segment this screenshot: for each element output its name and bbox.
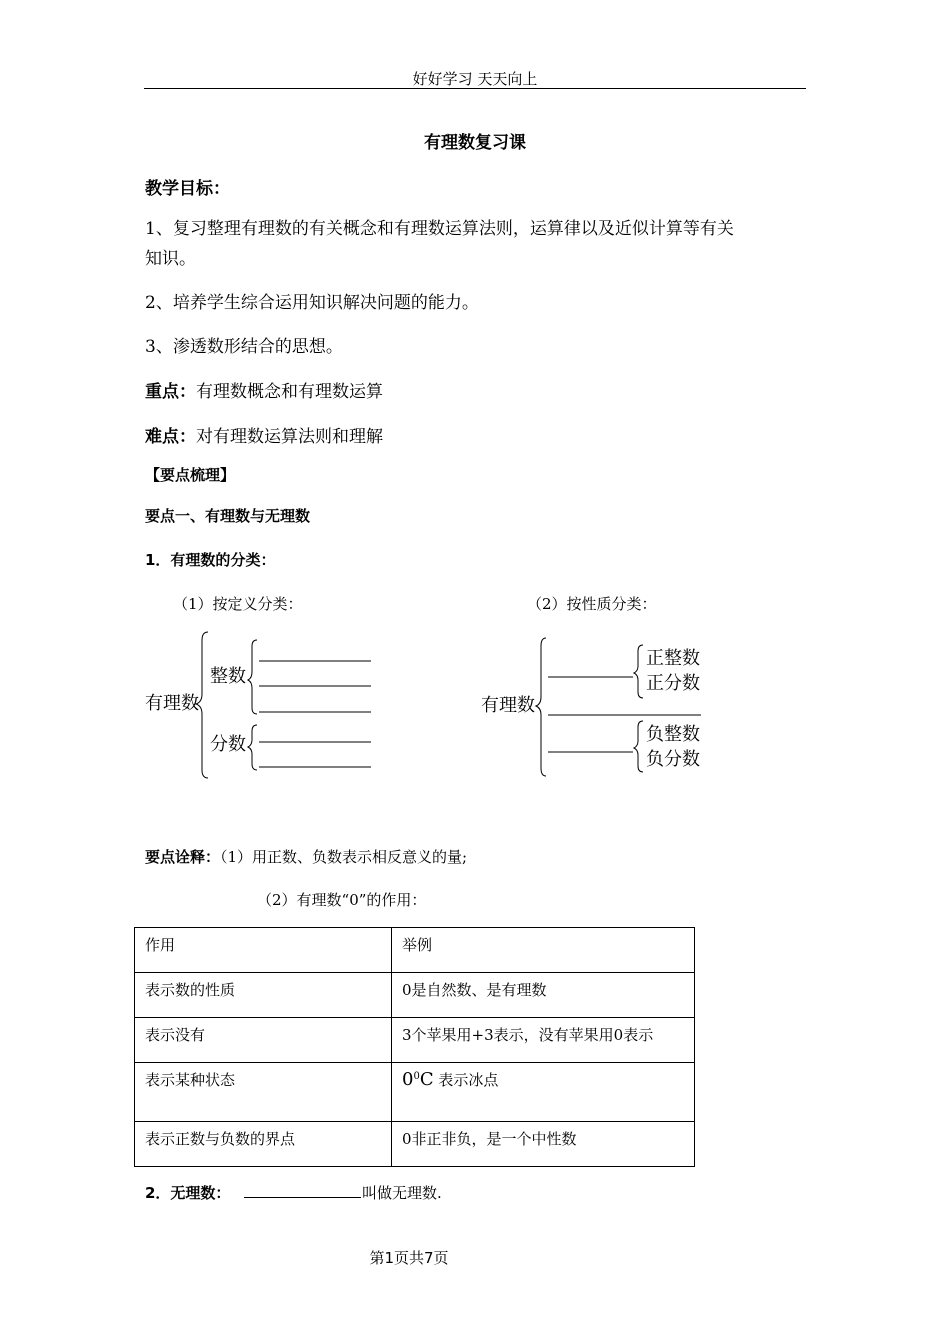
nature-root-label: 有理数 — [481, 695, 535, 716]
table-header-cell: 作用 — [135, 928, 392, 973]
table-row — [135, 973, 695, 1018]
nature-positive-fraction: 正分数 — [646, 673, 700, 694]
temp-description: 表示冰点 — [438, 1071, 499, 1089]
table-cell-temperature — [392, 1063, 695, 1122]
objective-1-line1: 1、复习整理有理数的有关概念和有理数运算法则，运算律以及近似计算等有关 — [145, 219, 734, 239]
nature-positive-brace — [634, 645, 643, 698]
table-row — [135, 1063, 695, 1122]
difficulty-label: 难点： — [145, 427, 196, 447]
def-integer-label: 整数 — [210, 666, 246, 687]
table-row — [135, 1122, 695, 1167]
irrational-text: 叫做无理数. — [362, 1184, 442, 1202]
difficulty-text: 对有理数运算法则和理解 — [196, 427, 383, 447]
nature-negative-brace — [634, 721, 643, 772]
table-cell: 0非正非负，是一个中性数 — [392, 1122, 695, 1167]
table-header-row — [135, 928, 695, 973]
table-cell: 表示没有 — [135, 1018, 392, 1063]
by-nature-label: （2）按性质分类： — [527, 595, 657, 613]
def-fraction-brace — [248, 725, 257, 770]
point1-heading: 要点一、有理数与无理数 — [145, 507, 311, 525]
def-root-label: 有理数 — [145, 693, 199, 714]
nature-main-brace — [536, 638, 546, 776]
temp-base: 0 — [402, 1069, 414, 1090]
focus-label: 重点： — [145, 382, 196, 402]
classification-heading: 1．有理数的分类： — [145, 551, 276, 569]
page-footer: 第1页共7页 — [369, 1249, 449, 1267]
irrational-blank — [244, 1197, 361, 1198]
irrational-label: 2．无理数： — [145, 1184, 231, 1202]
page-header: 好好学习 天天向上 — [412, 70, 538, 88]
table-cell: 表示正数与负数的界点 — [135, 1122, 392, 1167]
section-heading: 【要点梳理】 — [145, 466, 236, 484]
table-cell: 表示数的性质 — [135, 973, 392, 1018]
def-main-brace — [196, 632, 208, 778]
def-fraction-label: 分数 — [210, 734, 246, 755]
objective-2: 2、培养学生综合运用知识解决问题的能力。 — [145, 293, 479, 313]
notes-line-1 — [145, 846, 467, 867]
notes-item-2: （2）有理数“0”的作用： — [257, 891, 427, 909]
temp-unit: C — [419, 1069, 434, 1090]
def-integer-brace — [248, 640, 257, 714]
nature-negative-fraction: 负分数 — [646, 749, 700, 770]
notes-label: 要点诠释： — [145, 848, 221, 866]
table-row — [135, 1018, 695, 1063]
temp-degree: 0 — [413, 1071, 420, 1082]
zero-role-table — [134, 927, 695, 1167]
table-cell: 表示某种状态 — [135, 1063, 392, 1122]
objectives-heading: 教学目标： — [145, 179, 230, 199]
nature-positive-integer: 正整数 — [646, 648, 700, 669]
objective-3: 3、渗透数形结合的思想。 — [145, 337, 343, 357]
table-cell: 3个苹果用+3表示，没有苹果用0表示 — [392, 1018, 695, 1063]
table-cell: 0是自然数、是有理数 — [392, 973, 695, 1018]
objective-1-line2: 知识。 — [145, 249, 196, 269]
focus-text: 有理数概念和有理数运算 — [196, 382, 383, 402]
page-title: 有理数复习课 — [424, 133, 526, 153]
notes-item-1: （1）用正数、负数表示相反意义的量; — [220, 848, 468, 866]
nature-negative-integer: 负整数 — [646, 724, 700, 745]
by-definition-label: （1）按定义分类： — [173, 595, 303, 613]
table-header-cell: 举例 — [392, 928, 695, 973]
